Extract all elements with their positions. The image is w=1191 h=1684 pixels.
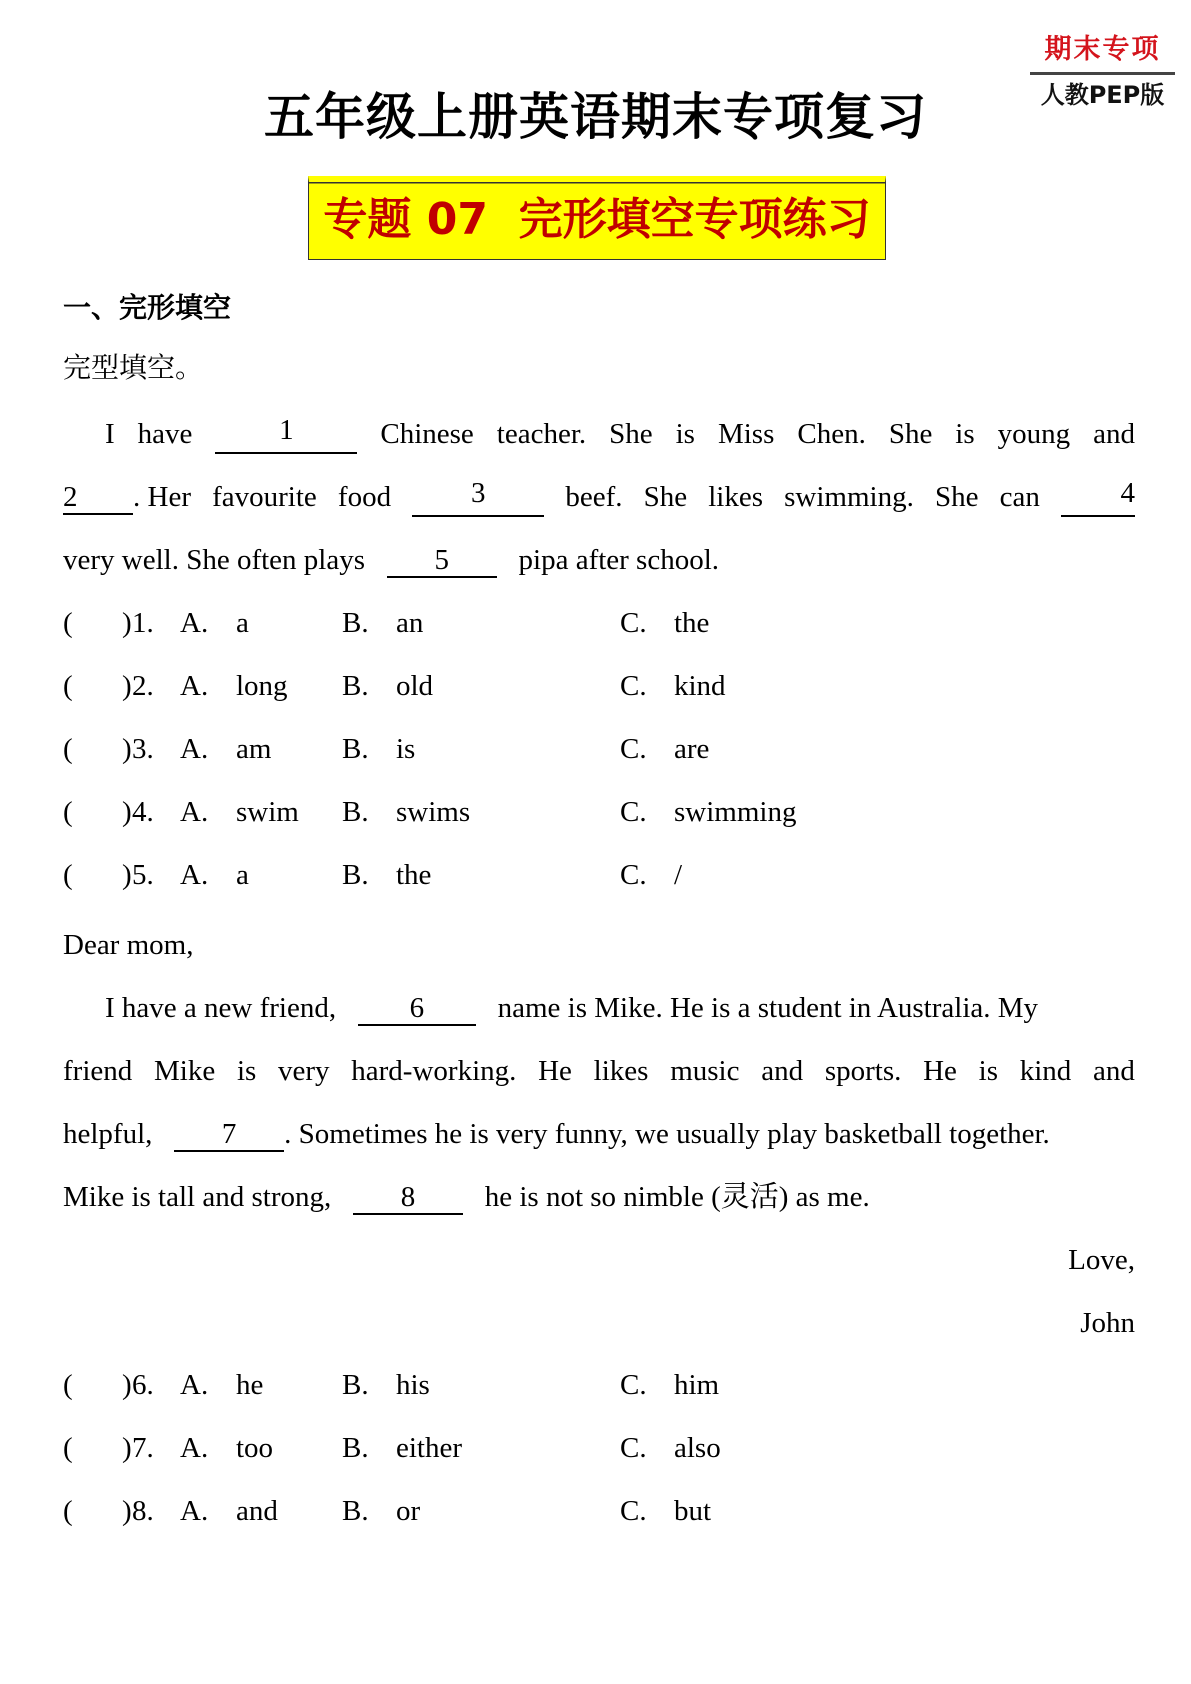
question-row: ( ) 7. A. too B. either C. also	[63, 1428, 963, 1468]
badge-divider	[1030, 72, 1175, 75]
blank-1[interactable]: 1	[215, 414, 357, 454]
page-title: 五年级上册英语期末专项复习	[264, 88, 927, 146]
option-b[interactable]: is	[396, 733, 416, 765]
blank-8[interactable]: 8	[353, 1181, 463, 1215]
question-row: ( ) 2. A. long B. old C. kind	[63, 666, 963, 706]
option-c[interactable]: him	[674, 1369, 720, 1401]
option-b[interactable]: the	[396, 859, 432, 891]
question-number: 2.	[132, 670, 154, 702]
blank-7[interactable]: 7	[174, 1118, 284, 1152]
answer-paren-open[interactable]: (	[63, 859, 73, 891]
option-c[interactable]: but	[674, 1495, 712, 1527]
letter-line1: I have a new friend, 6 name is Mike. He is a student in Australia. My	[105, 992, 1039, 1024]
blank-2[interactable]: 2	[63, 481, 133, 515]
answer-paren-close: )	[122, 1495, 132, 1527]
question-row: ( ) 8. A. and B. or C. but	[63, 1491, 963, 1531]
option-a[interactable]: and	[236, 1495, 278, 1527]
option-b[interactable]: old	[396, 670, 434, 702]
letter-greeting: Dear mom,	[63, 929, 194, 961]
option-b[interactable]: or	[396, 1495, 421, 1527]
question-row: ( ) 5. A. a B. the C. /	[63, 855, 963, 895]
question-row: ( ) 6. A. he B. his C. him	[63, 1365, 963, 1405]
passage1-line2: 2 . Her favourite food 3 beef. She likes swimming. She can 4	[63, 477, 1135, 517]
letter-signature: John	[1080, 1307, 1135, 1339]
option-a[interactable]: am	[236, 733, 272, 765]
answer-paren-open[interactable]: (	[63, 796, 73, 828]
answer-paren-close: )	[122, 859, 132, 891]
blank-5[interactable]: 5	[387, 544, 497, 578]
letter-line2: friend Mike is very hard-working. He likes music and sports. He is kind and	[63, 1055, 1135, 1087]
blank-4[interactable]: 4	[1061, 477, 1135, 517]
option-c[interactable]: kind	[674, 670, 726, 702]
blank-6[interactable]: 6	[358, 992, 476, 1026]
option-a[interactable]: a	[236, 607, 249, 639]
answer-paren-close: )	[122, 607, 132, 639]
option-c[interactable]: are	[674, 733, 710, 765]
option-b[interactable]: either	[396, 1432, 463, 1464]
answer-paren-close: )	[122, 796, 132, 828]
answer-paren-open[interactable]: (	[63, 1495, 73, 1527]
option-a[interactable]: long	[236, 670, 288, 702]
option-a[interactable]: a	[236, 859, 249, 891]
badge-title: 期末专项	[1044, 34, 1161, 65]
topic-banner	[308, 176, 886, 260]
option-c[interactable]: also	[674, 1432, 721, 1464]
question-number: 5.	[132, 859, 154, 891]
blank-3[interactable]: 3	[412, 477, 544, 517]
answer-paren-open[interactable]: (	[63, 1369, 73, 1401]
passage1-line1: I have 1 Chinese teacher. She is Miss Chen. She is young and	[63, 414, 1135, 454]
question-number: 3.	[132, 733, 154, 765]
passage1-line3: very well. She often plays 5 pipa after school.	[63, 544, 720, 576]
topic-title: 专题 07 完形填空专项练习	[323, 194, 871, 245]
option-c[interactable]: /	[674, 859, 683, 891]
answer-paren-open[interactable]: (	[63, 733, 73, 765]
question-number: 7.	[132, 1432, 154, 1464]
instructions: 完型填空。	[63, 351, 204, 384]
answer-paren-close: )	[122, 1432, 132, 1464]
option-c[interactable]: the	[674, 607, 710, 639]
answer-paren-close: )	[122, 670, 132, 702]
option-c[interactable]: swimming	[674, 796, 797, 828]
question-row: ( ) 1. A. a B. an C. the	[63, 603, 963, 643]
question-row: ( ) 3. A. am B. is C. are	[63, 729, 963, 769]
badge-edition: 人教PEP版	[1040, 81, 1165, 109]
option-b[interactable]: an	[396, 607, 424, 639]
question-number: 4.	[132, 796, 154, 828]
answer-paren-open[interactable]: (	[63, 607, 73, 639]
answer-paren-close: )	[122, 733, 132, 765]
option-a[interactable]: he	[236, 1369, 264, 1401]
option-b[interactable]: swims	[396, 796, 471, 828]
letter-line3: helpful, 7 . Sometimes he is very funny, we usually play basketball together.	[63, 1118, 1050, 1150]
answer-paren-open[interactable]: (	[63, 1432, 73, 1464]
letter-line4: Mike is tall and strong, 8 he is not so nimble (灵活) as me.	[63, 1181, 870, 1213]
option-b[interactable]: his	[396, 1369, 430, 1401]
question-number: 8.	[132, 1495, 154, 1527]
option-a[interactable]: swim	[236, 796, 299, 828]
section-heading: 一、完形填空	[63, 291, 232, 324]
question-number: 1.	[132, 607, 154, 639]
question-row: ( ) 4. A. swim B. swims C. swimming	[63, 792, 963, 832]
answer-paren-open[interactable]: (	[63, 670, 73, 702]
letter-closing: Love,	[1068, 1244, 1135, 1276]
answer-paren-close: )	[122, 1369, 132, 1401]
option-a[interactable]: too	[236, 1432, 274, 1464]
question-number: 6.	[132, 1369, 154, 1401]
